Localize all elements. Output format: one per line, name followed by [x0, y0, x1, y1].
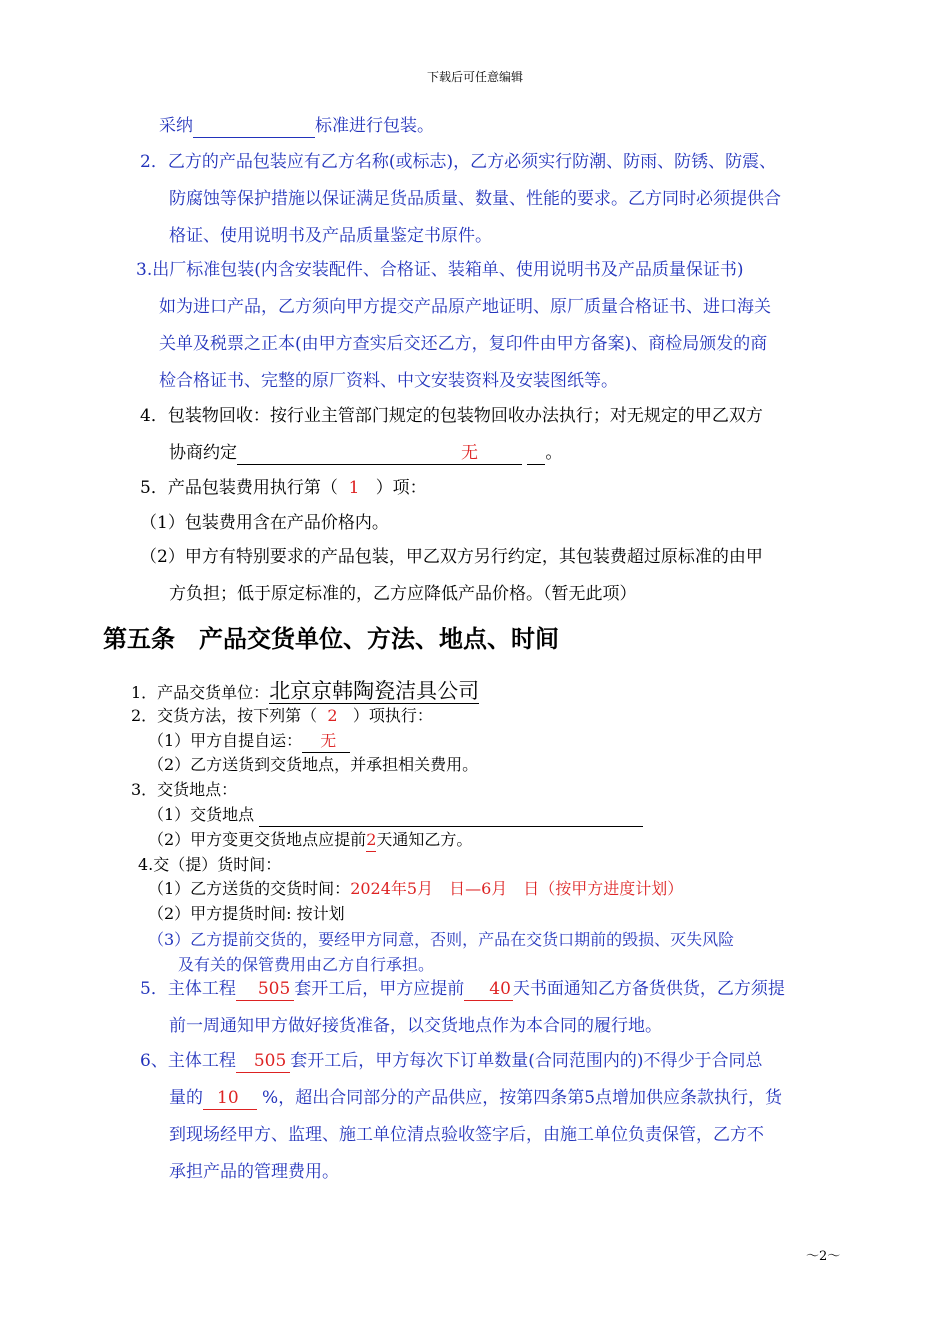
- delivery-method-line: [131, 705, 433, 727]
- paragraph-line: 检合格证书、完整的原厂资料、中文安装资料及安装图纸等。: [159, 371, 618, 391]
- text: 5．主体工程: [140, 979, 236, 999]
- text: ）项执行：: [352, 706, 433, 725]
- paragraph-line: （2）甲方提货时间: 按计划: [148, 904, 345, 923]
- filled-value: 505: [236, 1050, 290, 1073]
- blank-field: [482, 442, 522, 465]
- packaging-fee-line: [140, 477, 427, 499]
- text: 5．产品包装费用执行第（: [140, 478, 338, 498]
- paragraph-line: 方负担；低于原定标准的，乙方应降低产品价格。（暂无此项）: [169, 584, 637, 604]
- paragraph-line: （3）乙方提前交货的，要经甲方同意，否则，产品在交货口期前的毁损、灭失风险: [148, 930, 735, 949]
- paragraph-line: 4.交（提）货时间：: [138, 855, 282, 874]
- blank-field: [193, 115, 315, 138]
- text: 套开工后，甲方每次下订单数量(合同范围内的)不得少于合同总: [290, 1051, 763, 1071]
- delivery-unit-line: [131, 680, 479, 704]
- blank-field: [259, 804, 643, 827]
- company-name: 北京京韩陶瓷洁具公司: [269, 679, 480, 703]
- text: 6、主体工程: [140, 1051, 236, 1071]
- paragraph-line: （1）包装费用含在产品价格内。: [140, 513, 389, 533]
- paragraph-line: 4．包装物回收：按行业主管部门规定的包装物回收办法执行；对无规定的甲乙双方: [140, 406, 763, 426]
- paragraph-line: 防腐蚀等保护措施以保证满足货品质量、数量、性能的要求。乙方同时必须提供合: [169, 189, 781, 209]
- filled-value: 无: [302, 730, 350, 753]
- paragraph-line: 如为进口产品，乙方须向甲方提交产品原产地证明、原厂质量合格证书、进口海关: [159, 297, 771, 317]
- filled-value: 2: [366, 829, 376, 852]
- text: 协商约定: [169, 443, 237, 463]
- paragraph-line: 3.出厂标准包装(内含安装配件、合格证、装箱单、使用说明书及产品质量保证书): [136, 260, 744, 280]
- recycling-agreement-line: [169, 442, 562, 465]
- paragraph-line: 前一周通知甲方做好接货准备，以交货地点作为本合同的履行地。: [169, 1016, 662, 1036]
- filled-value: 40: [464, 978, 513, 1001]
- text: %，超出合同部分的产品供应，按第四条第5点增加供应条款执行，货: [262, 1088, 783, 1108]
- filled-value: 10: [203, 1087, 257, 1110]
- text: 采纳: [159, 116, 193, 136]
- paragraph-line: （2）甲方有特别要求的产品包装，甲乙双方另行约定，其包装费超过原标准的由甲: [140, 547, 763, 567]
- order-quantity-line: [140, 1050, 763, 1073]
- notice-days-line: [148, 829, 472, 852]
- page-header: 下载后可任意编辑: [426, 70, 523, 84]
- text: 套开工后，甲方应提前: [294, 979, 465, 999]
- paragraph-line: 2．乙方的产品包装应有乙方名称(或标志)，乙方必须实行防潮、防雨、防锈、防震、: [140, 152, 777, 172]
- packaging-standard-line: [159, 115, 434, 138]
- text: 天通知乙方。: [376, 830, 473, 849]
- filled-value: 2024年5月 日—6月 日（按甲方进度计划）: [350, 879, 684, 898]
- delivery-location-line: [148, 804, 643, 827]
- filled-value: 2: [327, 706, 338, 725]
- text: ）项：: [375, 478, 427, 498]
- text: （1）交货地点: [148, 805, 255, 824]
- page-number: ～2～: [806, 1249, 841, 1264]
- paragraph-line: 及有关的保管费用由乙方自行承担。: [178, 955, 435, 974]
- filled-value: 1: [348, 478, 360, 498]
- paragraph-line: 3．交货地点：: [131, 780, 238, 799]
- delivery-time-line: [148, 878, 683, 900]
- blank-field: [237, 442, 457, 465]
- text: 2．交货方法，按下列第（: [131, 706, 318, 725]
- text: （1）甲方自提自运：: [148, 731, 303, 750]
- paragraph-line: 到现场经甲方、监理、施工单位清点验收签字后，由施工单位负责保管，乙方不: [169, 1125, 764, 1145]
- blank-field: [527, 442, 545, 465]
- text: 。: [545, 443, 563, 463]
- main-project-line: [140, 978, 785, 1001]
- text: 1．产品交货单位：: [131, 683, 270, 702]
- filled-value: 无: [457, 442, 482, 465]
- section-heading: 第五条 产品交货单位、方法、地点、时间: [103, 625, 559, 653]
- filled-value: 505: [236, 978, 294, 1001]
- paragraph-line: 关单及税票之正本(由甲方查实后交还乙方，复印件由甲方备案)、商检局颁发的商: [159, 334, 768, 354]
- text: 标准进行包装。: [315, 116, 434, 136]
- paragraph-line: 承担产品的管理费用。: [169, 1162, 339, 1182]
- paragraph-line: 格证、使用说明书及产品质量鉴定书原件。: [169, 226, 492, 246]
- order-quantity-line-2: [169, 1087, 782, 1110]
- self-pickup-line: [148, 730, 350, 753]
- text: （1）乙方送货的交货时间：: [148, 879, 351, 898]
- text: 天书面通知乙方备货供货，乙方须提: [512, 979, 785, 999]
- text: 量的: [169, 1088, 203, 1108]
- text: （2）甲方变更交货地点应提前: [148, 830, 367, 849]
- paragraph-line: （2）乙方送货到交货地点，并承担相关费用。: [148, 755, 479, 774]
